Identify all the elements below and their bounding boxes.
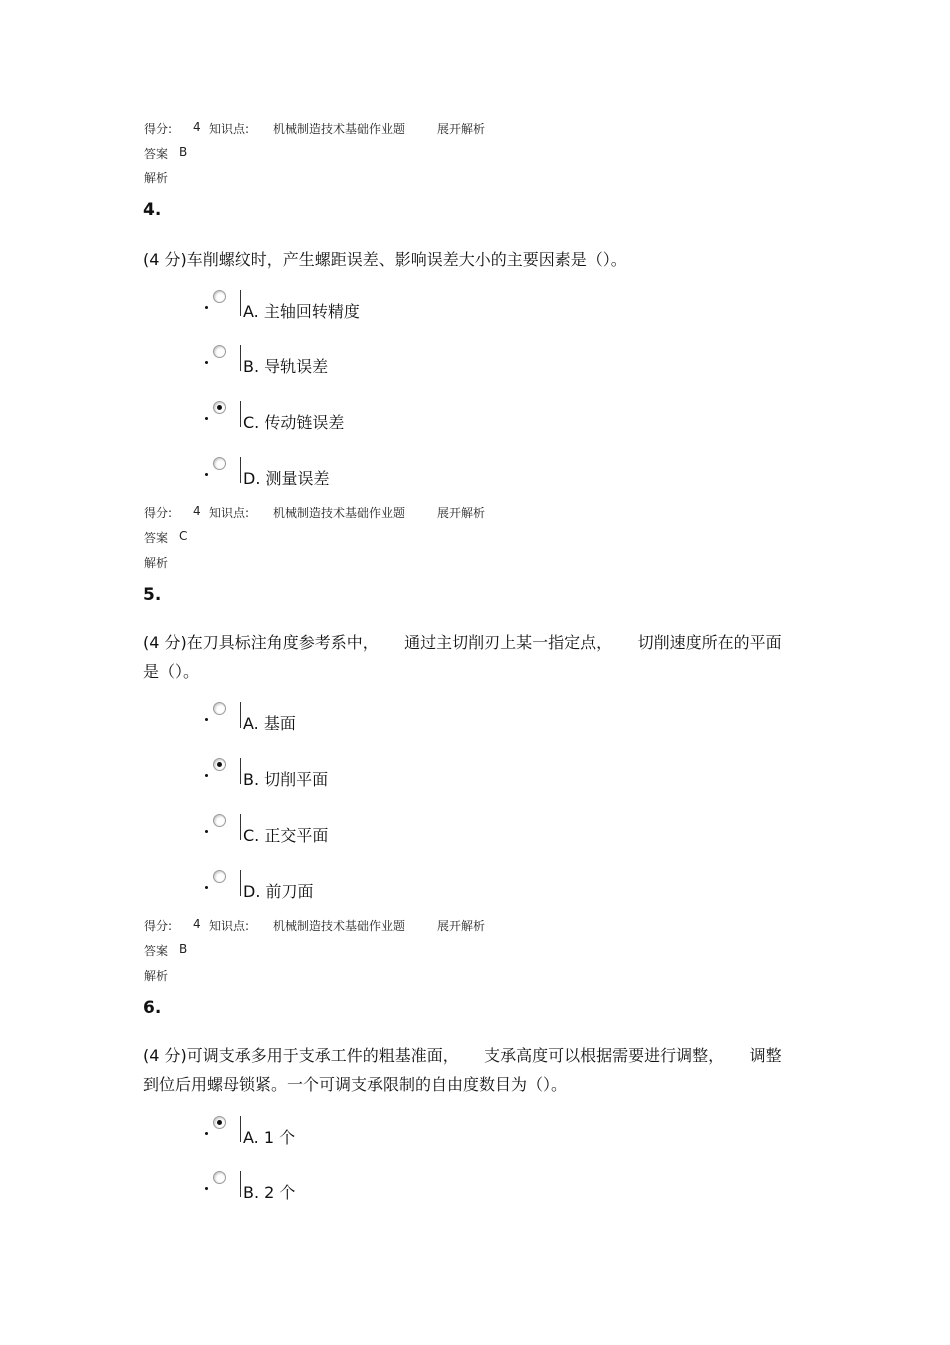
- bullet-dot: [205, 473, 208, 476]
- answer-label: 答案: [144, 147, 169, 161]
- question-number: 5.: [143, 585, 162, 605]
- knowledge-point-value: 机械制造技术基础作业题: [273, 919, 406, 933]
- option-label: A. 基面: [243, 714, 296, 733]
- option-label: A. 主轴回转精度: [243, 302, 360, 321]
- option-divider: [240, 290, 241, 316]
- option-label: C. 正交平面: [243, 826, 329, 845]
- bullet-dot: [205, 306, 208, 309]
- radio-button-selected[interactable]: [213, 401, 226, 414]
- answer-label: 答案: [144, 531, 169, 545]
- score-label: 得分:: [144, 919, 173, 933]
- option-divider: [240, 345, 241, 371]
- expand-analysis-link[interactable]: 展开解析: [437, 919, 486, 933]
- knowledge-point-label: 知识点:: [209, 919, 250, 933]
- option-divider: [240, 814, 241, 840]
- option-divider: [240, 758, 241, 784]
- bullet-dot: [205, 718, 208, 721]
- radio-button-selected[interactable]: [213, 1116, 226, 1129]
- question-stem-line-1: (4 分)在刀具标注角度参考系中， 通过主切削刃上某一指定点， 切削速度所在的平面: [143, 633, 782, 652]
- bullet-dot: [205, 774, 208, 777]
- option-divider: [240, 401, 241, 427]
- knowledge-point-value: 机械制造技术基础作业题: [273, 122, 406, 136]
- question-stem-line-1: (4 分)可调支承多用于支承工件的粗基准面， 支承高度可以根据需要进行调整， 调整: [143, 1046, 782, 1065]
- bullet-dot: [205, 886, 208, 889]
- knowledge-point-label: 知识点:: [209, 506, 250, 520]
- option-divider: [240, 702, 241, 728]
- radio-button[interactable]: [213, 457, 226, 470]
- answer-value: B: [179, 145, 188, 159]
- score-label: 得分:: [144, 122, 173, 136]
- question-number: 4.: [143, 200, 162, 220]
- bullet-dot: [205, 361, 208, 364]
- bullet-dot: [205, 830, 208, 833]
- radio-button[interactable]: [213, 870, 226, 883]
- option-label: D. 测量误差: [243, 469, 330, 488]
- radio-button[interactable]: [213, 1171, 226, 1184]
- radio-button[interactable]: [213, 290, 226, 303]
- score-value: 4: [193, 120, 201, 134]
- knowledge-point-label: 知识点:: [209, 122, 250, 136]
- option-divider: [240, 870, 241, 896]
- answer-label: 答案: [144, 944, 169, 958]
- radio-button-selected[interactable]: [213, 758, 226, 771]
- answer-value: B: [179, 942, 188, 956]
- question-stem-line-2: 到位后用螺母锁紧。一个可调支承限制的自由度数目为（）。: [143, 1075, 568, 1094]
- bullet-dot: [205, 1132, 208, 1135]
- option-label: C. 传动链误差: [243, 413, 345, 432]
- radio-button[interactable]: [213, 814, 226, 827]
- radio-button[interactable]: [213, 345, 226, 358]
- question-stem: (4 分)车削螺纹时，产生螺距误差、影响误差大小的主要因素是（）。: [143, 250, 627, 269]
- option-label: B. 2 个: [243, 1183, 296, 1202]
- score-label: 得分:: [144, 506, 173, 520]
- answer-value: C: [179, 529, 188, 543]
- expand-analysis-link[interactable]: 展开解析: [437, 506, 486, 520]
- question-stem-line-2: 是（）。: [143, 662, 200, 681]
- expand-analysis-link[interactable]: 展开解析: [437, 122, 486, 136]
- bullet-dot: [205, 417, 208, 420]
- option-label: B. 导轨误差: [243, 357, 329, 376]
- option-label: A. 1 个: [243, 1128, 296, 1147]
- option-divider: [240, 457, 241, 483]
- option-divider: [240, 1171, 241, 1197]
- analysis-label: 解析: [144, 171, 169, 185]
- option-label: D. 前刀面: [243, 882, 314, 901]
- score-value: 4: [193, 917, 201, 931]
- bullet-dot: [205, 1187, 208, 1190]
- question-number: 6.: [143, 998, 162, 1018]
- score-value: 4: [193, 504, 201, 518]
- radio-button[interactable]: [213, 702, 226, 715]
- analysis-label: 解析: [144, 969, 169, 983]
- option-label: B. 切削平面: [243, 770, 329, 789]
- knowledge-point-value: 机械制造技术基础作业题: [273, 506, 406, 520]
- analysis-label: 解析: [144, 556, 169, 570]
- option-divider: [240, 1116, 241, 1142]
